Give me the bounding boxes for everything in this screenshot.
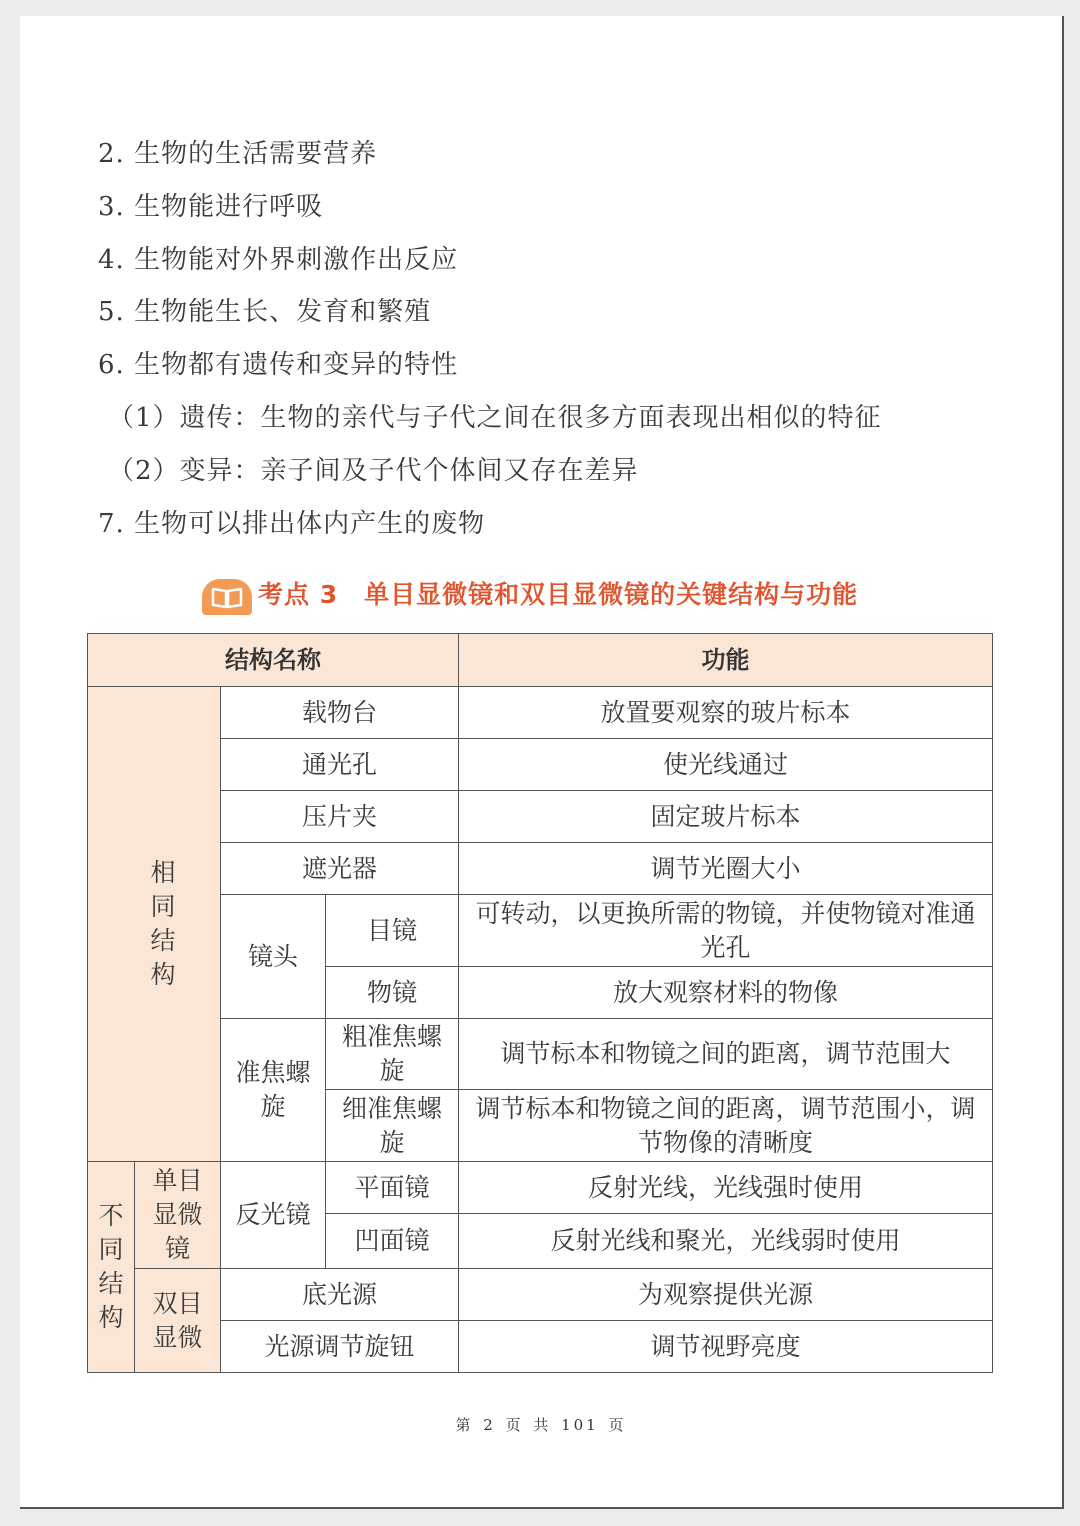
cell-name: 压片夹 — [221, 791, 459, 843]
list-item: 3. 生物能进行呼吸 — [98, 191, 324, 222]
table-row — [88, 895, 993, 967]
cell-name: 底光源 — [221, 1269, 459, 1321]
cell-function: 调节视野亮度 — [459, 1321, 993, 1373]
cell-function: 反射光线和聚光，光线弱时使用 — [459, 1214, 993, 1269]
list-item: 6. 生物都有遗传和变异的特性 — [98, 350, 459, 381]
section-title: 考点 3 单目显微镜和双目显微镜的关键结构与功能 — [258, 580, 859, 609]
cell-name: 光源调节旋钮 — [221, 1321, 459, 1373]
section-heading — [202, 570, 858, 616]
cell-name: 通光孔 — [221, 739, 459, 791]
cell-name: 粗准焦螺旋 — [326, 1019, 459, 1090]
list-item: 2. 生物的生活需要营养 — [98, 139, 378, 169]
cell-name: 目镜 — [326, 895, 459, 967]
cell-function: 调节标本和物镜之间的距离，调节范围小，调节物像的清晰度 — [459, 1090, 993, 1162]
cell-focus-group: 准焦螺旋 — [221, 1019, 326, 1162]
cell-function: 调节标本和物镜之间的距离，调节范围大 — [459, 1019, 993, 1090]
list-item: 7. 生物可以排出体内产生的废物 — [98, 508, 486, 539]
cell-lens-group: 镜头 — [221, 895, 326, 1019]
page-number-footer: 第 2 页 共 101 页 — [455, 1416, 627, 1434]
cell-function: 反射光线，光线强时使用 — [459, 1162, 993, 1214]
cell-function: 放大观察材料的物像 — [459, 967, 993, 1019]
cell-name: 细准焦螺旋 — [326, 1090, 459, 1162]
list-item: （2）变异：亲子间及子代个体间又存在差异 — [108, 455, 639, 486]
table-row — [88, 1019, 993, 1090]
subgroup-bino-microscope: 双目显微 — [135, 1269, 221, 1373]
subgroup-mono-microscope: 单目显微镜 — [135, 1162, 221, 1269]
cell-name: 载物台 — [221, 687, 459, 739]
list-item: 5. 生物能生长、发育和繁殖 — [98, 297, 432, 328]
table-row — [88, 791, 993, 843]
cell-function: 使光线通过 — [459, 739, 993, 791]
cell-function: 固定玻片标本 — [459, 791, 993, 843]
table-row — [88, 687, 993, 739]
open-book-icon — [202, 579, 252, 615]
cell-mirror-group: 反光镜 — [221, 1162, 326, 1269]
table-row — [88, 1321, 993, 1373]
cell-name: 平面镜 — [326, 1162, 459, 1214]
group-same-structure: 相同结构 — [88, 687, 221, 1162]
cell-name: 凹面镜 — [326, 1214, 459, 1269]
microscope-structure-table — [87, 633, 993, 1373]
table-row — [88, 739, 993, 791]
cell-name: 物镜 — [326, 967, 459, 1019]
list-item: （1）遗传：生物的亲代与子代之间在很多方面表现出相似的特征 — [108, 402, 882, 433]
cell-function: 放置要观察的玻片标本 — [459, 687, 993, 739]
cell-name: 遮光器 — [221, 843, 459, 895]
header-structure-name: 结构名称 — [88, 634, 459, 687]
header-function: 功能 — [459, 634, 993, 687]
group-different-structure: 不同结构 — [88, 1162, 135, 1373]
document-page — [20, 16, 1064, 1509]
cell-function: 可转动，以更换所需的物镜，并使物镜对准通光孔 — [459, 895, 993, 967]
table-row — [88, 843, 993, 895]
characteristics-list — [98, 128, 998, 550]
cell-function: 调节光圈大小 — [459, 843, 993, 895]
list-item: 4. 生物能对外界刺激作出反应 — [98, 244, 459, 275]
cell-function: 为观察提供光源 — [459, 1269, 993, 1321]
table-row — [88, 1162, 993, 1214]
table-row — [88, 1269, 993, 1321]
table-header-row — [88, 634, 993, 687]
